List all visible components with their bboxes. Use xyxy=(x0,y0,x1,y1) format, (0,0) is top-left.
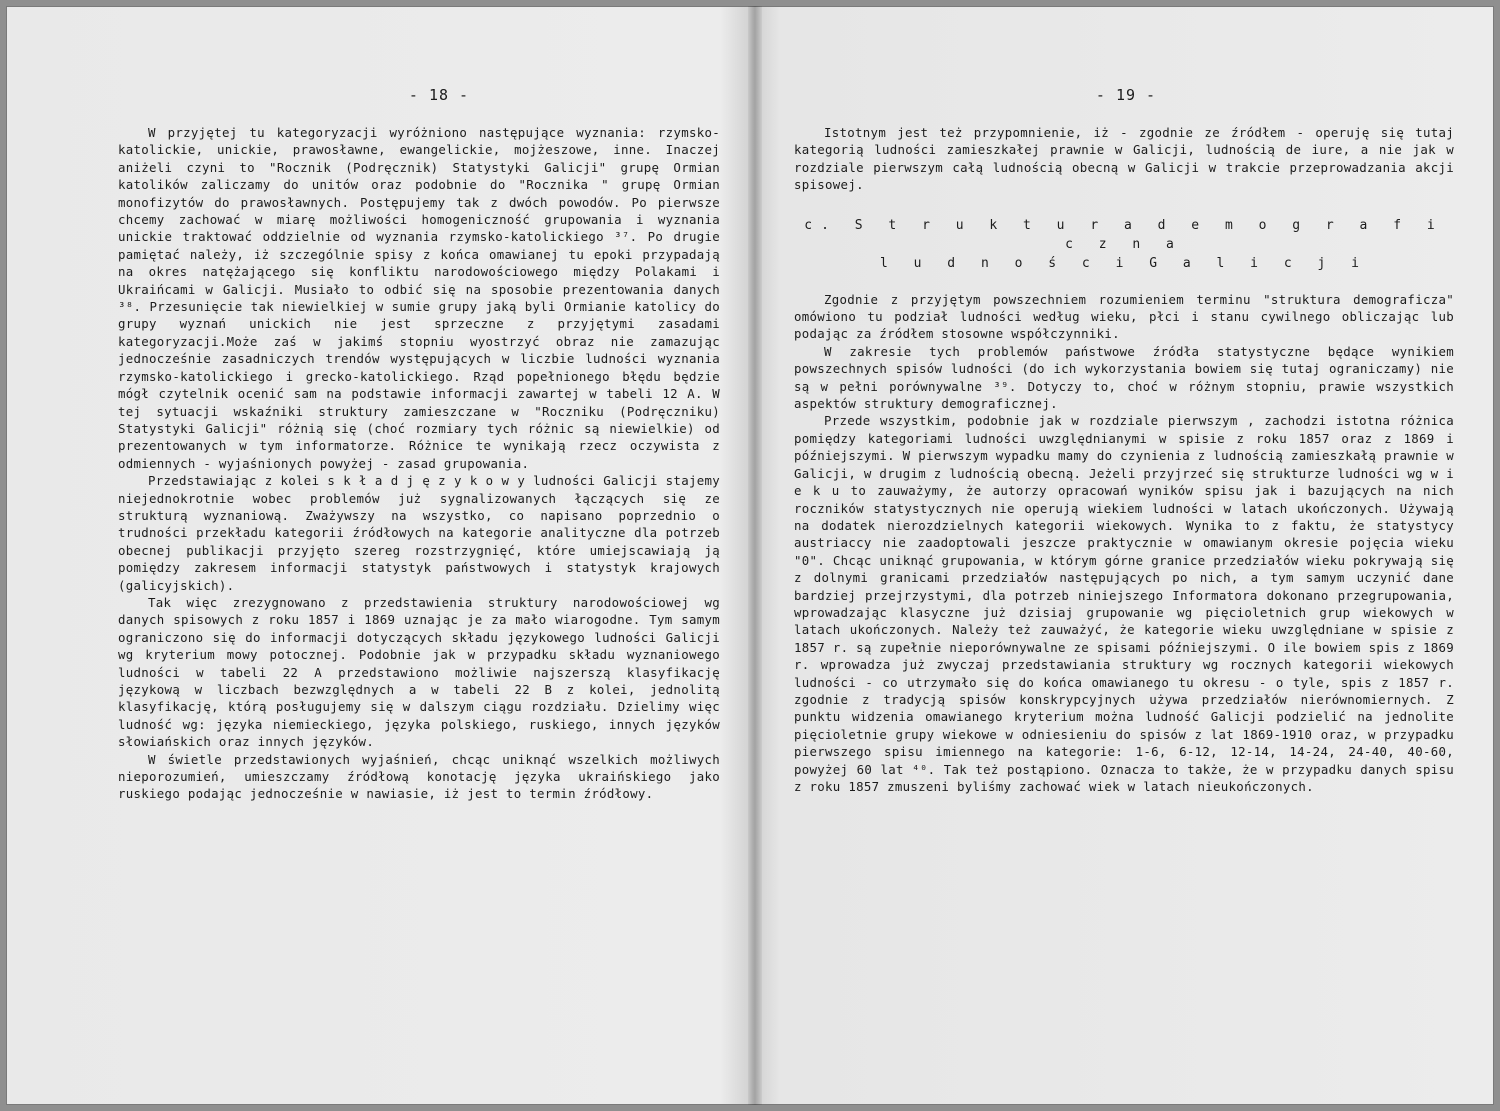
paragraph: Istotnym jest też przypomnienie, iż - zgodnie ze źródłem - operuję się tutaj kategorią ludności zamieszkałej prawnie w Galicji, ludnością de iure, a nie jak w rozdziale pierwszym całą ludnością obecną w Galicji w trakcie przeprowadzania akcji spisowej. xyxy=(794,125,1454,193)
section-heading-line: l u d n o ś c i G a l i c j i xyxy=(880,255,1368,271)
left-page-body xyxy=(118,124,720,803)
paragraph: Przedstawiając z kolei s k ł a d j ę z y k o w y ludności Galicji stajemy niejednokrotnie wobec problemów już sygnalizowanych łączących się ze strukturą wyznaniową. Zważywszy na wszystko, co napisano poprzednio o trudności przekładu kategorii źródłowych na kategorie analityczne dla potrzeb obecnej publikacji przyjęto szereg rozstrzygnięć, które umiejscawiają ją pomiędzy zakresem informacji statystyk państwowych i statystyk krajowych (galicyjskich). xyxy=(118,473,720,593)
page-number-right: - 19 - xyxy=(1095,86,1157,104)
paragraph: W przyjętej tu kategoryzacji wyróżniono następujące wyznania: rzymsko-katolickie, unickie, prawosławne, ewangelickie, mojżeszowe, inne. Inaczej aniżeli czyni to "Rocznik (Podręcznik) Statystyki Galicji" grupę Ormian katolików zaliczamy do unitów oraz podobnie do "Rocznika " grupę Ormian monofizytów do prawosławnych. Postępujemy tak z dwóch powodów. Po pierwsze chcemy zachować w miarę możliwości homogeniczność grupowania i wyznania unickie traktować oddzielnie od wyznania rzymsko-katolickiego ³⁷. Po drugie pamiętać należy, iż szczególnie spisy z końca omawianej tu epoki przypadają na okres natężającego się konfliktu narodowościowego między Polakami i Ukraińcami w Galicji. Musiało to odbić się na sposobie prezentowania danych ³⁸. Przesunięcie tak niewielkiej w sumie grupy jaką byli Ormianie katolicy do grupy wyznań unickich nie jest sprzeczne z przyjętymi zasadami kategoryzacji.Może zaś w jakimś stopniu wyostrzyć obraz nie zamazując jednocześnie zasadniczych trendów występujących w liczbie ludności wyznania rzymsko-katolickiego i grecko-katolickiego. Rząd popełnionego błędu będzie mógł czytelnik ocenić sam na podstawie informacji zawartej w tabeli 12 A. W tej sytuacji wskaźniki struktury zamieszczane w "Roczniku (Podręczniku) Statystyki Galicji" różnią się (choć rozmiary tych różnic są niewielkie) od prezentowanych w tym informatorze. Różnice te wynikają rzecz oczywista z odmiennych - wyjaśnionych powyżej - zasad grupowania. xyxy=(118,125,720,471)
paragraph: Tak więc zrezygnowano z przedstawienia struktury narodowościowej wg danych spisowych z roku 1857 i 1869 uznając je za mało wiarogodne. Tym samym ograniczono się do informacji dotyczących składu językowego ludności Galicji wg kryterium mowy potocznej. Podobnie jak w przypadku składu wyznaniowego ludności w tabeli 22 A przedstawiono możliwie najszerszą klasyfikację językową w liczbach bezwzględnych a w tabeli 22 B z kolei, jednolitą klasyfikację, którą posługujemy się w dalszym ciągu rozdziału. Dzielimy więc ludność wg: języka niemieckiego, języka polskiego, ruskiego, innych języków słowiańskich oraz innych języków. xyxy=(118,594,720,750)
paragraph: W świetle przedstawionych wyjaśnień, chcąc uniknąć wszelkich możliwych nieporozumień, umieszczamy źródłową konotację języka ukraińskiego jako ruskiego podając jednocześnie w nawiasie, iż jest to termin źródłowy. xyxy=(118,751,720,802)
book-spread xyxy=(6,6,1494,1105)
right-page xyxy=(758,6,1494,1105)
right-page-body xyxy=(794,124,1454,795)
paragraph: W zakresie tych problemów państwowe źródła statystyczne będące wynikiem powszechnych spisów ludności (do ich wykorzystania bowiem się tutaj ograniczamy) nie są w pełni porównywalne ³⁹. Dotyczy to, choć w różnym stopniu, prawie wszystkich aspektów struktury demograficznej. xyxy=(794,343,1454,412)
page-number-left: - 18 - xyxy=(408,86,470,104)
paragraph: Przede wszystkim, podobnie jak w rozdziale pierwszym , zachodzi istotna różnica pomiędzy kategoriami ludności uwzględnianymi w spisie z roku 1857 oraz z 1869 i późniejszymi. W pierwszym wypadku mamy do czynienia z ludnością zamieszkałą prawnie w Galicji, w drugim z ludnością obecną. Jeżeli przyjrzeć się strukturze ludności wg w i e k u to zauważymy, że autorzy opracowań wyników spisu jak i bazujących na nich roczników statystycznych nie operują wiekiem ludności w latach ukończonych. Używają na dodatek nierozdzielnych kategorii wiekowych. Wynika to z faktu, że statystycy austriaccy nie zaadoptowali jeszcze praktycznie w omawianym okresie pojęcia wieku "0". Chcąc uniknąć grupowania, w którym górne granice przedziałów wieku pokrywają się z dolnymi granicami przedziałów następujących po nich, a tym samym uczynić dane bardziej przejrzystymi, dla potrzeb niniejszego Informatora dokonano przegrupowania, wprowadzając klasyczne już dzisiaj grupowanie wg pięcioletnich grup wiekowych w latach ukończonych. Należy też zauważyć, że kategorie wieku uwzględniane w spisie z 1857 r. są zupełnie nieporównywalne ze spisami późniejszymi. O ile bowiem spis z 1869 r. wprowadza już zwyczaj przedstawiania struktury wg rocznych kategorii wiekowych ludności - co utrzymało się do końca omawianego tu okresu - o tyle, spis z 1857 r. zgodnie z tradycją spisów konskrypcyjnych używa przedziałów nierównomiernych. Z punktu widzenia omawianego kryterium można ludność Galicji podzielić na jednolite pięcioletnie grupy wiekowe w odniesieniu do spisów z lat 1869-1910 oraz, w przypadku pierwszego spisu imiennego na kategorie: 1-6, 6-12, 12-14, 14-24, 24-40, 40-60, powyżej 60 lat ⁴⁰. Tak też postąpiono. Oznacza to także, że w przypadku danych spisu z roku 1857 zmuszeni byliśmy zachować wiek w latach nieukończonych. xyxy=(794,413,1454,794)
paragraph: Zgodnie z przyjętym powszechniem rozumieniem terminu "struktura demograficza" omówiono tu podział ludności według wieku, płci i stanu cywilnego obliczając lub podając za źródłem stosowne współczynniki. xyxy=(794,291,1454,342)
section-heading xyxy=(794,216,1454,273)
left-page xyxy=(6,6,750,1105)
section-heading-line: c. S t r u k t u r a d e m o g r a f i c z n a xyxy=(804,217,1444,252)
